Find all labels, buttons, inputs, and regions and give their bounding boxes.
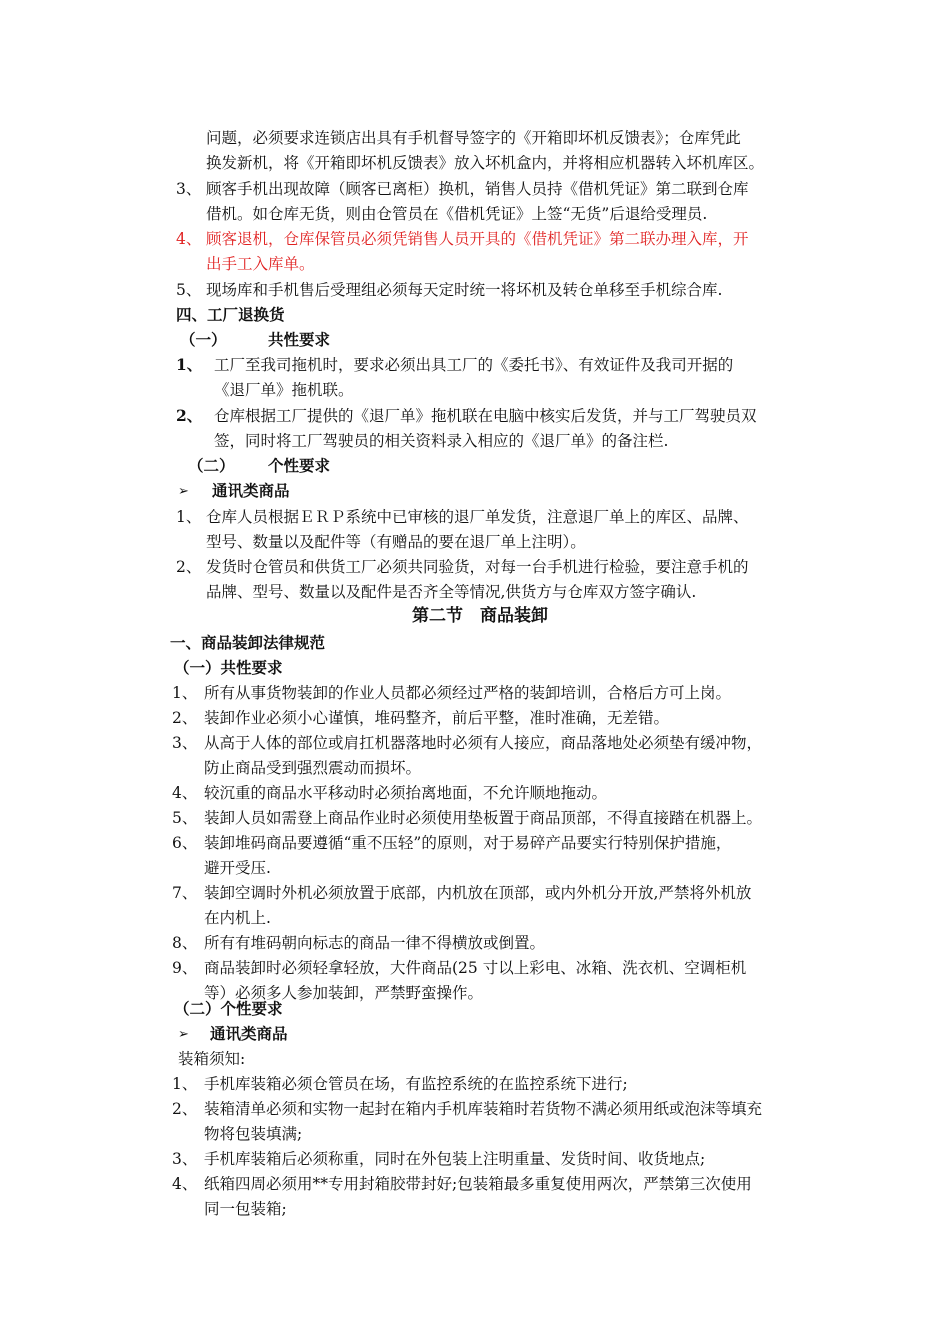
list-number: 5、 <box>176 281 202 299</box>
list-item-text: 所有有堆码朝向标志的商品一律不得横放或倒置。 <box>204 934 546 952</box>
list-item-text: 在内机上. <box>204 909 271 927</box>
list-number: 4、 <box>172 1175 198 1193</box>
list-item-text: 仓库根据工厂提供的《退厂单》拖机联在电脑中核实后发货，并与工厂驾驶员双 <box>214 407 757 425</box>
list-item-text: 等）必须多人参加装卸，严禁野蛮操作。 <box>204 984 484 1002</box>
list-item-text: 工厂至我司拖机时，要求必须出具工厂的《委托书》、有效证件及我司开据的 <box>214 356 734 374</box>
list-item-text: 仓库人员根据ＥＲＰ系统中已审核的退厂单发货，注意退厂单上的库区、品牌、 <box>206 508 749 526</box>
list-item-text: 现场库和手机售后受理组必须每天定时统一将坏机及转仓单移至手机综合库. <box>206 281 723 299</box>
list-item-text: 装卸作业必须小心谨慎，堆码整齐，前后平整，准时准确，无差错。 <box>204 709 670 727</box>
list-item-text: 纸箱四周必须用**专用封箱胶带封好;包装箱最多重复使用两次，严禁第三次使用 <box>204 1175 752 1193</box>
list-item-text: 避开受压. <box>204 859 271 877</box>
list-number: 6、 <box>172 834 198 852</box>
list-item-text: 装卸人员如需登上商品作业时必须使用垫板置于商品顶部，不得直接踏在机器上。 <box>204 809 763 827</box>
arrow-bullet-icon: ➢ <box>178 484 189 499</box>
list-number: 4、 <box>176 230 202 248</box>
list-number: 5、 <box>172 809 198 827</box>
list-item-text: 同一包装箱; <box>204 1200 287 1218</box>
highlighted-list-item-text: 顾客退机，仓库保管员必须凭销售人员开具的《借机凭证》第二联办理入库，开 <box>206 230 749 248</box>
list-number: 9、 <box>172 959 198 977</box>
category-heading: 通讯类商品 <box>210 1024 288 1043</box>
subsection-title: 共性要求 <box>268 330 331 349</box>
list-item-text: 商品装卸时必须轻拿轻放，大件商品(25 寸以上彩电、冰箱、洗衣机、空调柜机 <box>204 959 747 977</box>
list-number: 2、 <box>176 558 202 576</box>
list-item-text: 签，同时将工厂驾驶员的相关资料录入相应的《退厂单》的备注栏. <box>214 432 669 450</box>
list-item-text: 品牌、型号、数量以及配件是否齐全等情况,供货方与仓库双方签字确认. <box>206 583 697 601</box>
list-number: 8、 <box>172 934 198 952</box>
list-item-text: 从高于人体的部位或肩扛机器落地时必须有人接应，商品落地处必须垫有缓冲物， <box>204 734 763 752</box>
highlighted-list-item-text: 出手工入库单。 <box>206 255 315 273</box>
list-number: 7、 <box>172 884 198 902</box>
list-number: 1、 <box>176 508 202 526</box>
list-item-text: 借机。如仓库无货，则由仓管员在《借机凭证》上签“无货”后退给受理员. <box>206 205 708 223</box>
list-number: 3、 <box>172 734 198 752</box>
list-number: 1、 <box>176 355 203 374</box>
subsection-label: （二） <box>188 456 235 475</box>
section-heading: 四、工厂退换货 <box>176 305 285 324</box>
list-number: 2、 <box>172 1100 198 1118</box>
list-number: 3、 <box>172 1150 198 1168</box>
chapter-title: 第二节 商品装卸 <box>412 606 548 626</box>
subsection-label: （一） <box>180 330 227 349</box>
list-item-text: 装箱清单必须和实物一起封在箱内手机库装箱时若货物不满必须用纸或泡沫等填充 <box>204 1100 763 1118</box>
list-number: 2、 <box>172 709 198 727</box>
subsection-title: 个性要求 <box>268 456 331 475</box>
arrow-bullet-icon: ➢ <box>178 1027 189 1042</box>
list-number: 3、 <box>176 180 202 198</box>
list-item-text: 防止商品受到强烈震动而损坏。 <box>204 759 422 777</box>
list-item-text: 装卸堆码商品要遵循“重不压轻”的原则，对于易碎产品要实行特别保护措施， <box>204 834 732 852</box>
list-number: 4、 <box>172 784 198 802</box>
paragraph-line: 问题，必须要求连锁店出具有手机督导签字的《开箱即坏机反馈表》；仓库凭此 <box>206 129 741 147</box>
subsection-heading: （一）共性要求 <box>174 658 283 677</box>
list-item-text: 型号、数量以及配件等（有赠品的要在退厂单上注明）。 <box>206 533 586 551</box>
paragraph-line: 换发新机，将《开箱即坏机反馈表》放入坏机盒内，并将相应机器转入坏机库区。 <box>206 154 765 172</box>
list-item-text: 装卸空调时外机必须放置于底部，内机放在顶部，或内外机分开放,严禁将外机放 <box>204 884 752 902</box>
list-item-text: 发货时仓管员和供货工厂必须共同验货，对每一台手机进行检验，要注意手机的 <box>206 558 749 576</box>
subsection-heading: （二）个性要求 <box>174 999 283 1018</box>
list-number: 2、 <box>176 406 203 425</box>
list-item-text: 所有从事货物装卸的作业人员都必须经过严格的装卸培训，合格后方可上岗。 <box>204 684 732 702</box>
list-item-text: 物将包装填满; <box>204 1125 303 1143</box>
list-item-text: 手机库装箱后必须称重，同时在外包装上注明重量、发货时间、收货地点; <box>204 1150 706 1168</box>
list-number: 1、 <box>172 1075 198 1093</box>
list-item-text: 顾客手机出现故障（顾客已离柜）换机，销售人员持《借机凭证》第二联到仓库 <box>206 180 749 198</box>
list-item-text: 《退厂单》拖机联。 <box>214 381 354 399</box>
notice-label: 装箱须知: <box>178 1050 246 1068</box>
list-item-text: 手机库装箱必须仓管员在场，有监控系统的在监控系统下进行; <box>204 1075 628 1093</box>
section-heading: 一、商品装卸法律规范 <box>170 633 326 652</box>
list-number: 1、 <box>172 684 198 702</box>
list-item-text: 较沉重的商品水平移动时必须抬离地面，不允许顺地拖动。 <box>204 784 608 802</box>
category-heading: 通讯类商品 <box>212 481 290 500</box>
